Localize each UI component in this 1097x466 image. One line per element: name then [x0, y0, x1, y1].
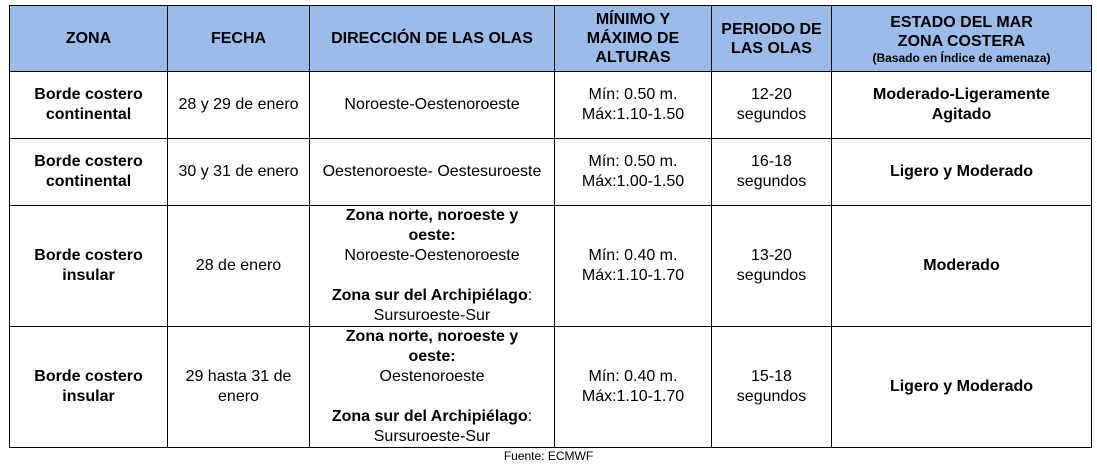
header-estado-line: ESTADO DEL MAR — [890, 13, 1033, 31]
cell-fecha: 29 hasta 31 de enero — [168, 327, 310, 448]
cell-periodo: 13-20 segundos — [712, 206, 832, 327]
cell-alturas: Mín: 0.40 m. Máx:1.10-1.70 — [555, 206, 712, 327]
dir-norte-label: Zona norte, noroeste y — [345, 328, 519, 345]
dir-norte-label: oeste: — [408, 227, 456, 244]
dir-norte-value: Noroeste-Oestenoroeste — [344, 247, 520, 264]
header-fecha: FECHA — [168, 6, 310, 72]
header-periodo — [712, 6, 832, 72]
cell-fecha: 28 y 29 de enero — [168, 72, 310, 139]
table-row — [10, 206, 1092, 327]
header-periodo-line: LAS OLAS — [731, 39, 812, 57]
cell-estado: Moderado-Ligeramente Agitado — [832, 72, 1092, 139]
source-caption: Fuente: ECMWF — [503, 449, 594, 463]
dir-sur-value: Sursuroeste-Sur — [373, 428, 491, 445]
header-estado-line: ZONA COSTERA — [897, 32, 1026, 50]
cell-estado: Ligero y Moderado — [832, 139, 1092, 206]
cell-zona: Borde costero continental — [10, 139, 168, 206]
table-row — [10, 139, 1092, 206]
dir-norte-label: oeste: — [408, 348, 456, 365]
cell-periodo: 16-18 segundos — [712, 139, 832, 206]
cell-direccion: Noroeste-Oestenoroeste — [310, 72, 555, 139]
table-row — [10, 327, 1092, 448]
cell-direccion — [310, 327, 555, 448]
dir-sur-label: Zona sur del Archipiélago: — [331, 287, 533, 304]
cell-estado: Moderado — [832, 206, 1092, 327]
header-alturas — [555, 6, 712, 72]
header-alturas-line: ALTURAS — [595, 49, 671, 66]
cell-zona: Borde costero insular — [10, 206, 168, 327]
cell-zona: Borde costero continental — [10, 72, 168, 139]
dir-sur-value: Sursuroeste-Sur — [373, 307, 491, 324]
header-direccion: DIRECCIÓN DE LAS OLAS — [310, 6, 555, 72]
header-alturas-line: MÁXIMO DE — [586, 30, 680, 47]
cell-periodo: 12-20 segundos — [712, 72, 832, 139]
cell-alturas: Mín: 0.40 m. Máx:1.10-1.70 — [555, 327, 712, 448]
header-estado — [832, 6, 1092, 72]
cell-direccion — [310, 206, 555, 327]
dir-norte-value: Oestenoroeste — [379, 368, 485, 385]
cell-fecha: 28 de enero — [168, 206, 310, 327]
wave-forecast-table — [9, 5, 1092, 448]
header-row — [10, 6, 1092, 72]
cell-fecha: 30 y 31 de enero — [168, 139, 310, 206]
cell-direccion: Oestenoroeste- Oestesuroeste — [310, 139, 555, 206]
cell-alturas: Mín: 0.50 m. Máx:1.00-1.50 — [555, 139, 712, 206]
header-zona: ZONA — [10, 6, 168, 72]
header-periodo-line: PERIODO DE — [721, 20, 822, 38]
dir-norte-label: Zona norte, noroeste y — [345, 207, 519, 224]
table-row — [10, 72, 1092, 139]
header-alturas-line: MÍNIMO Y — [595, 11, 671, 28]
cell-periodo: 15-18 segundos — [712, 327, 832, 448]
dir-sur-label: Zona sur del Archipiélago: — [331, 408, 533, 425]
cell-zona: Borde costero insular — [10, 327, 168, 448]
header-estado-subtitle: (Basado en Índice de amenaza) — [872, 50, 1051, 65]
cell-alturas: Mín: 0.50 m. Máx:1.10-1.50 — [555, 72, 712, 139]
cell-estado: Ligero y Moderado — [832, 327, 1092, 448]
